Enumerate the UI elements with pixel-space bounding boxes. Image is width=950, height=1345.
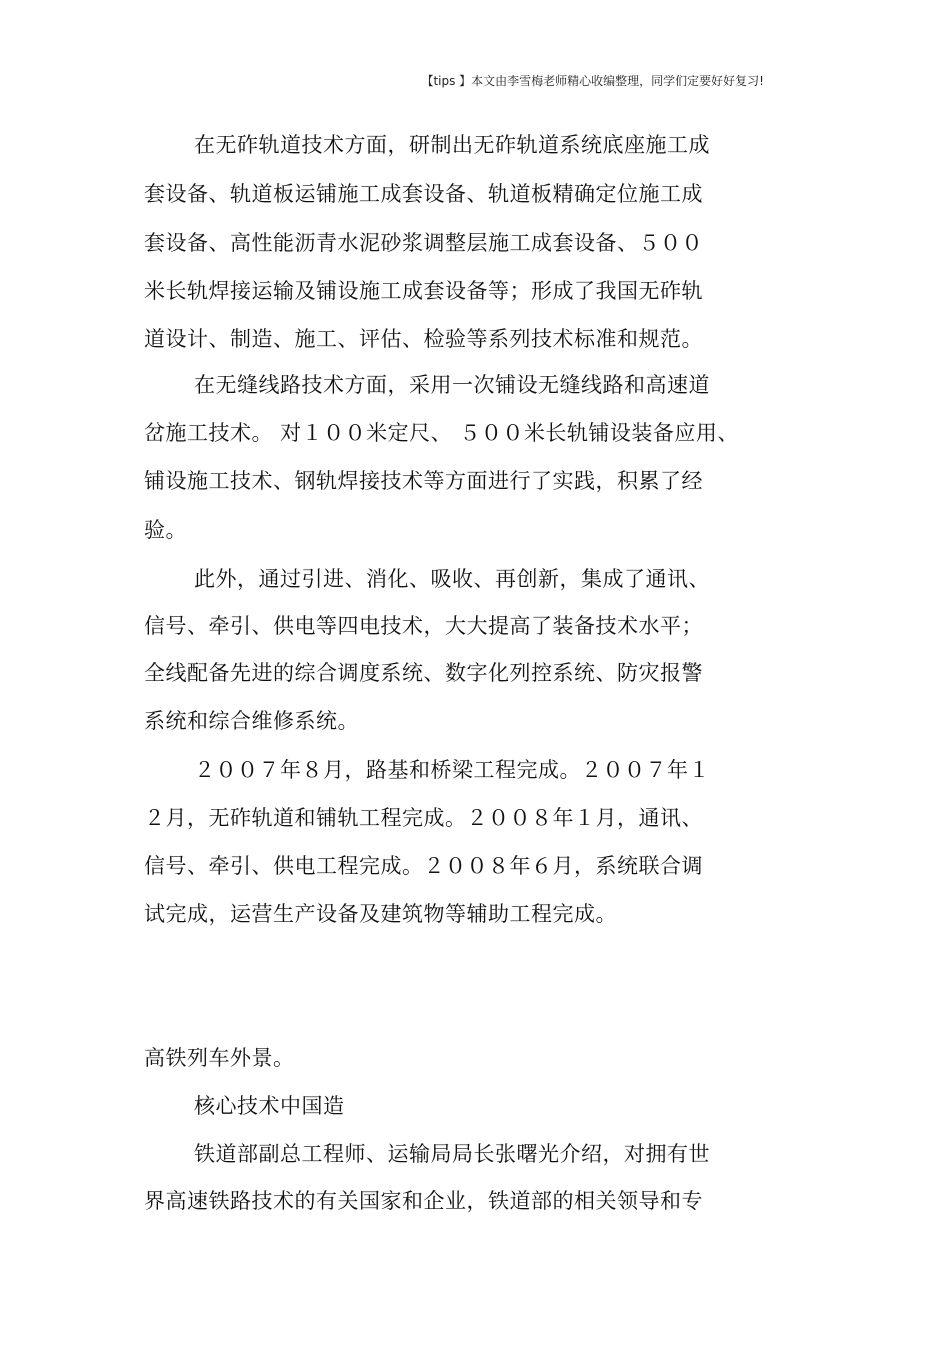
section-heading: 核心技术中国造 — [194, 1094, 345, 1118]
paragraph-line: 系统和综合维修系统。 — [144, 709, 359, 733]
header-tip: 【tips 】本文由李雪梅老师精心收编整理，同学们定要好好复习! — [421, 74, 764, 88]
paragraph-line: 验。 — [144, 518, 187, 542]
paragraph-line: 套设备、轨道板运铺施工成套设备、轨道板精确定位施工成 — [144, 182, 703, 206]
paragraph-line: 试完成，运营生产设备及建筑物等辅助工程完成。 — [144, 902, 617, 926]
paragraph-line: 此外，通过引进、消化、吸收、再创新，集成了通讯、 — [194, 567, 710, 591]
paragraph-line: 全线配备先进的综合调度系统、数字化列控系统、防灾报警 — [144, 661, 703, 685]
paragraph-line: 套设备、高性能沥青水泥砂浆调整层施工成套设备、５００ — [144, 231, 703, 255]
paragraph-line: 界高速铁路技术的有关国家和企业，铁道部的相关领导和专 — [144, 1189, 703, 1213]
paragraph-line: 岔施工技术。 对１００米定尺、 ５００米长轨铺设装备应用、 — [144, 421, 739, 445]
image-caption: 高铁列车外景。 — [144, 1046, 295, 1070]
paragraph-line: 信号、牵引、供电工程完成。２００８年６月，系统联合调 — [144, 854, 703, 878]
paragraph-line: 铁道部副总工程师、运输局局长张曙光介绍，对拥有世 — [194, 1142, 710, 1166]
paragraph-line: ２００７年８月，路基和桥梁工程完成。２００７年１ — [194, 758, 710, 782]
paragraph-line: 信号、牵引、供电等四电技术，大大提高了装备技术水平； — [144, 614, 703, 638]
paragraph-line: 米长轨焊接运输及铺设施工成套设备等；形成了我国无砟轨 — [144, 279, 703, 303]
paragraph-line: 道设计、制造、施工、评估、检验等系列技术标准和规范。 — [144, 327, 703, 351]
paragraph-line: ２月，无砟轨道和铺轨工程完成。２００８年１月，通讯、 — [144, 806, 703, 830]
paragraph-line: 在无砟轨道技术方面，研制出无砟轨道系统底座施工成 — [194, 133, 710, 157]
paragraph-line: 在无缝线路技术方面，采用一次铺设无缝线路和高速道 — [194, 373, 710, 397]
paragraph-line: 铺设施工技术、钢轨焊接技术等方面进行了实践，积累了经 — [144, 469, 703, 493]
